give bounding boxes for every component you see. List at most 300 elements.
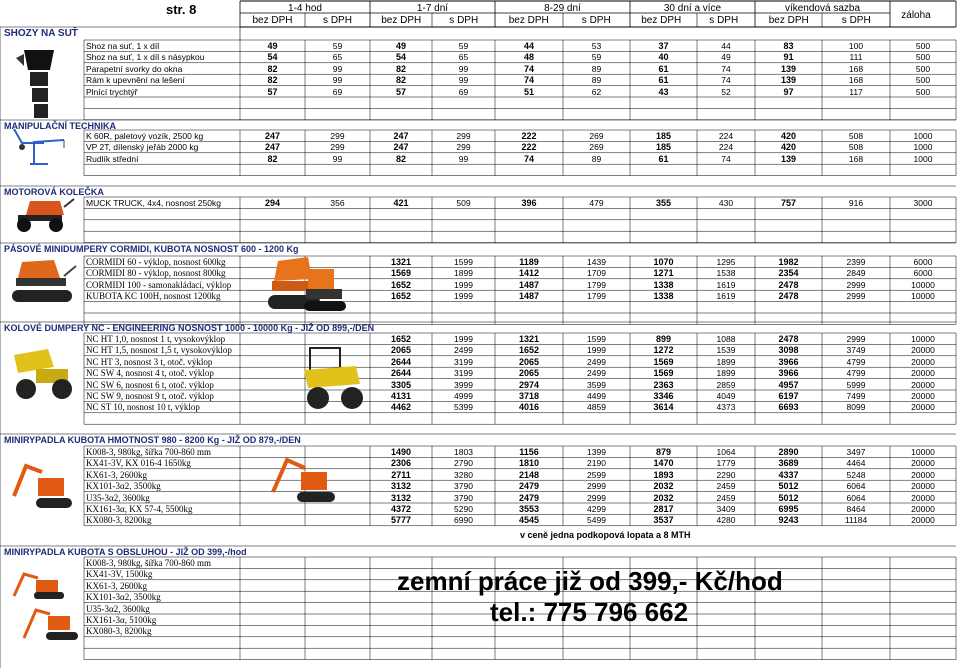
price-s-dph: 1899 [454,268,473,279]
price-s-dph: 65 [332,52,343,63]
price-bez-dph: 49 [395,41,406,51]
header-bez-dph: bez DPH [508,15,549,26]
price-bez-dph: 3346 [653,391,674,401]
price-bez-dph: 247 [264,142,281,153]
price-bez-dph: 5777 [390,515,412,526]
price-s-dph: 2859 [716,379,736,390]
section-title: MINIRYPADLA KUBOTA HMOTNOST 980 - 8200 Kg - JIŽ OD 879,-/DEN [4,435,301,445]
price-s-dph: 11184 [844,515,868,526]
row-name: Rám k upevnění na lešení [86,75,185,86]
muck-truck-photo [8,195,78,235]
price-bez-dph: 82 [267,63,278,74]
price-bez-dph: 3718 [518,391,540,401]
price-s-dph: 69 [458,86,469,97]
deposit-value: 20000 [911,481,935,492]
bucket-note: v ceně jedna podkopová lopata a 8 MTH [520,530,691,540]
price-bez-dph: 1271 [653,268,674,279]
price-bez-dph: 6693 [778,402,799,413]
row-name: CORMIDI 80 - výklop, nosnost 800kg [86,268,226,279]
price-s-dph: 1064 [716,447,736,457]
crane-photo [28,138,68,166]
price-bez-dph: 757 [780,198,797,208]
price-bez-dph: 43 [658,86,669,97]
header-bez-dph: bez DPH [252,15,293,26]
deposit-value: 20000 [911,368,935,379]
price-s-dph: 6990 [454,515,473,526]
price-bez-dph: 1338 [653,291,674,302]
price-bez-dph: 1156 [519,447,539,457]
price-s-dph: 224 [718,131,734,141]
section-title: KOLOVÉ DUMPERY NC - ENGINEERING NOSNOST 1000 - 10000 Kg - JIŽ OD 899,-/DEN [4,323,375,333]
price-bez-dph: 355 [655,198,672,208]
price-bez-dph: 185 [655,142,672,153]
price-s-dph: 65 [458,52,469,63]
row-name: CORMIDI 100 - samonakládací, výklop [86,279,232,290]
price-s-dph: 168 [848,75,864,86]
price-bez-dph: 3689 [778,458,799,469]
row-name: K 60R, paletový vozík, 2500 kg [86,131,204,141]
wheel-dumper-photo [8,345,80,407]
price-s-dph: 2499 [587,368,606,379]
wheel-dumper-photo-2 [300,340,370,412]
price-s-dph: 508 [848,142,864,153]
price-s-dph: 299 [456,142,471,153]
price-s-dph: 1295 [716,257,736,267]
price-s-dph: 99 [332,75,343,86]
price-bez-dph: 74 [523,153,534,164]
row-name: U35-3α2, 3600kg [86,603,150,614]
price-s-dph: 430 [718,198,734,208]
price-s-dph: 74 [721,153,731,164]
price-bez-dph: 48 [523,52,534,63]
price-s-dph: 111 [849,52,863,63]
price-bez-dph: 4957 [778,379,799,390]
price-s-dph: 2999 [846,334,866,344]
price-bez-dph: 2065 [518,368,540,379]
tracked-dumper-photo-3 [300,265,350,313]
price-s-dph: 1599 [454,257,473,267]
deposit-value: 10000 [911,291,935,302]
price-bez-dph: 2644 [390,356,412,367]
deposit-value: 1000 [913,142,933,153]
price-s-dph: 1538 [716,268,736,279]
row-name: NC HT 1,0, nosnost 1 t, vysokovýklop [86,334,226,344]
price-bez-dph: 83 [783,41,794,51]
excavator-photo-3 [8,568,80,602]
price-bez-dph: 2148 [518,469,540,480]
price-bez-dph: 247 [393,142,409,153]
price-s-dph: 1619 [716,279,736,290]
row-name: KX61-3, 2600kg [86,580,147,591]
deposit-value: 1000 [913,153,933,164]
price-bez-dph: 421 [393,198,409,208]
price-bez-dph: 3305 [390,379,412,390]
price-s-dph: 299 [330,142,345,153]
row-name: Rudlík střední [86,153,139,164]
price-bez-dph: 1470 [653,458,674,469]
price-bez-dph: 2644 [390,368,412,379]
header-period: 1-7 dní [416,3,449,14]
price-s-dph: 509 [456,198,471,208]
price-s-dph: 4280 [716,515,736,526]
price-s-dph: 2459 [716,481,736,492]
price-bez-dph: 5012 [778,481,799,492]
price-s-dph: 7499 [846,391,866,401]
deposit-value: 10000 [911,447,935,457]
price-bez-dph: 1321 [518,334,540,344]
promo-line-2: tel.: 775 796 662 [490,597,689,627]
deposit-value: 20000 [911,379,935,390]
price-bez-dph: 2974 [518,379,540,390]
price-s-dph: 2849 [846,268,866,279]
price-s-dph: 916 [848,198,864,208]
price-s-dph: 3749 [846,345,866,356]
price-bez-dph: 222 [521,131,537,141]
price-bez-dph: 247 [393,131,409,141]
price-s-dph: 4049 [716,391,736,401]
price-bez-dph: 3132 [390,481,412,492]
price-bez-dph: 2817 [653,504,674,514]
price-bez-dph: 2478 [778,334,799,344]
price-bez-dph: 2479 [518,492,540,503]
price-s-dph: 2459 [716,492,736,503]
price-s-dph: 59 [458,41,469,51]
deposit-value: 6000 [913,268,933,279]
section-title: MANIPULAČNÍ TECHNIKA [4,121,116,131]
price-bez-dph: 91 [783,52,794,63]
price-s-dph: 2290 [716,469,736,480]
deposit-value: 500 [915,86,931,97]
price-bez-dph: 2478 [778,279,799,290]
deposit-value: 20000 [911,458,935,469]
price-bez-dph: 3966 [778,368,799,379]
header-bez-dph: bez DPH [768,15,809,26]
price-bez-dph: 40 [658,52,669,63]
price-bez-dph: 1893 [653,469,674,480]
section-title: MINIRYPADLA KUBOTA S OBSLUHOU - JIŽ OD 399,-/hod [4,547,247,557]
price-s-dph: 2790 [454,458,473,469]
price-bez-dph: 61 [658,63,669,74]
price-s-dph: 2190 [587,458,606,469]
header-bez-dph: bez DPH [381,15,422,26]
row-name: NC ST 10, nosnost 10 t, výklop [86,402,200,413]
price-bez-dph: 899 [655,334,672,344]
price-s-dph: 3199 [454,356,473,367]
price-bez-dph: 2032 [653,492,674,503]
price-bez-dph: 1412 [518,268,540,279]
price-bez-dph: 2354 [778,268,799,279]
price-bez-dph: 1810 [518,458,540,469]
price-bez-dph: 6197 [778,391,799,401]
price-bez-dph: 396 [521,198,537,208]
price-bez-dph: 82 [267,75,278,86]
deposit-value: 500 [915,52,931,63]
price-s-dph: 4999 [454,391,473,401]
price-s-dph: 8464 [846,504,866,514]
price-bez-dph: 3098 [778,345,799,356]
price-s-dph: 1999 [454,334,473,344]
price-bez-dph: 4016 [518,402,540,413]
price-s-dph: 1899 [716,356,736,367]
price-s-dph: 1539 [716,345,736,356]
price-bez-dph: 1321 [390,257,412,267]
price-s-dph: 1799 [587,291,606,302]
price-s-dph: 99 [332,153,343,164]
price-bez-dph: 9243 [778,515,799,526]
row-name: Plnící trychtýř [86,86,138,97]
header-period: 30 dní a více [663,3,722,14]
price-bez-dph: 4337 [778,469,799,480]
row-name: VP 2T, dílenský jeřáb 2000 kg [86,142,199,153]
row-name: KUBOTA KC 100H, nosnost 1200kg [86,291,221,302]
price-s-dph: 1999 [454,291,473,302]
price-s-dph: 8099 [846,402,866,413]
price-s-dph: 89 [591,63,602,74]
deposit-value: 20000 [911,469,935,480]
price-s-dph: 1799 [587,279,606,290]
price-s-dph: 4373 [716,402,736,413]
price-bez-dph: 61 [658,153,669,164]
row-name: U35-3α2, 3600kg [86,492,150,503]
price-s-dph: 299 [330,131,345,141]
header-period: 1-4 hod [288,3,322,14]
price-bez-dph: 1982 [778,257,799,267]
price-bez-dph: 1189 [519,257,539,267]
price-bez-dph: 2032 [653,481,674,492]
excavator-photo-4 [20,600,86,646]
price-bez-dph: 82 [395,153,406,164]
deposit-value: 3000 [913,198,933,208]
price-s-dph: 4799 [846,356,866,367]
price-s-dph: 59 [591,52,602,63]
deposit-value: 20000 [911,356,935,367]
row-name: KX080-3, 8200kg [86,626,152,637]
price-s-dph: 62 [591,86,602,97]
deposit-value: 10000 [911,279,935,290]
price-s-dph: 3999 [454,379,473,390]
price-bez-dph: 54 [267,52,278,63]
price-s-dph: 4464 [846,458,866,469]
price-bez-dph: 3614 [653,402,674,413]
price-s-dph: 1709 [587,268,606,279]
row-name: KX41-3V, KX 016-4 1650kg [86,458,191,469]
price-bez-dph: 74 [523,75,534,86]
price-s-dph: 2399 [846,257,866,267]
price-s-dph: 4299 [587,504,606,514]
row-name: K008-3, 980kg, šířka 700-860 mm [86,558,211,568]
row-name: Shoz na suť, 1 x díl [86,41,160,51]
header-s-dph: s DPH [709,15,739,26]
price-s-dph: 269 [589,142,604,153]
price-bez-dph: 1487 [518,291,540,302]
price-s-dph: 2999 [587,481,606,492]
price-bez-dph: 420 [780,131,797,141]
price-bez-dph: 1652 [390,291,412,302]
price-s-dph: 1999 [587,345,606,356]
price-s-dph: 1803 [454,447,473,457]
price-s-dph: 6064 [846,492,866,503]
price-bez-dph: 2065 [518,356,540,367]
price-bez-dph: 247 [264,131,281,141]
price-bez-dph: 294 [264,198,281,208]
price-s-dph: 5499 [587,515,606,526]
price-s-dph: 52 [721,86,731,97]
price-bez-dph: 2478 [778,291,799,302]
price-bez-dph: 82 [395,63,406,74]
row-name: NC HT 1,5, nosnost 1,5 t, vysokovýklop [86,345,232,356]
header-s-dph: s DPH [581,15,611,26]
price-bez-dph: 1569 [653,368,674,379]
row-name: Parapetní svorky do okna [86,63,183,74]
price-s-dph: 2999 [846,291,866,302]
price-bez-dph: 139 [780,153,797,164]
price-s-dph: 1088 [716,334,736,344]
price-bez-dph: 82 [267,153,278,164]
price-s-dph: 3790 [454,481,473,492]
price-bez-dph: 37 [658,41,669,51]
price-s-dph: 3790 [454,492,473,503]
row-name: K008-3, 980kg, šířka 700-860 mm [86,447,211,457]
price-s-dph: 99 [458,75,469,86]
price-s-dph: 5399 [454,402,473,413]
section-title: MOTOROVÁ KOLEČKA [4,187,104,197]
deposit-value: 500 [915,41,931,51]
header-s-dph: s DPH [449,15,479,26]
price-s-dph: 224 [718,142,734,153]
price-bez-dph: 5012 [778,492,799,503]
price-s-dph: 1399 [587,447,606,457]
price-bez-dph: 4545 [518,515,540,526]
price-s-dph: 74 [721,63,731,74]
price-bez-dph: 1652 [518,345,540,356]
price-s-dph: 99 [458,63,469,74]
price-bez-dph: 6995 [778,504,799,514]
row-name: KX101-3α2, 3500kg [86,481,161,492]
row-name: KX61-3, 2600kg [86,469,147,480]
price-s-dph: 1899 [716,368,736,379]
price-s-dph: 2999 [587,492,606,503]
header-s-dph: s DPH [841,15,871,26]
deposit-value: 1000 [913,131,933,141]
row-name: KX080-3, 8200kg [86,515,152,526]
price-bez-dph: 185 [655,131,672,141]
row-name: KX41-3V, 1500kg [86,569,153,580]
price-bez-dph: 420 [780,142,797,153]
deposit-value: 20000 [911,492,935,503]
deposit-value: 500 [915,63,931,74]
section-title: SHOZY NA SUŤ [4,28,78,39]
price-bez-dph: 2479 [518,481,540,492]
row-name: NC SW 4, nosnost 4 t, otoč. výklop [86,368,214,379]
deposit-value: 20000 [911,515,935,526]
price-bez-dph: 1487 [518,279,540,290]
price-s-dph: 69 [332,86,343,97]
price-bez-dph: 1338 [653,279,674,290]
price-bez-dph: 2711 [391,469,411,480]
price-bez-dph: 2306 [390,458,412,469]
price-bez-dph: 222 [521,142,537,153]
price-bez-dph: 1070 [653,257,674,267]
price-bez-dph: 139 [780,63,797,74]
price-s-dph: 100 [848,41,864,51]
deposit-value: 500 [915,75,931,86]
price-s-dph: 269 [589,131,604,141]
deposit-value: 10000 [911,334,935,344]
price-bez-dph: 1490 [390,447,412,457]
price-bez-dph: 51 [523,86,534,97]
price-bez-dph: 4131 [390,391,412,401]
price-s-dph: 4799 [846,368,866,379]
row-name: KX101-3α2, 3500kg [86,592,161,603]
price-bez-dph: 54 [395,52,406,63]
chute-photo [8,40,68,122]
price-bez-dph: 97 [783,86,794,97]
price-bez-dph: 82 [395,75,406,86]
row-name: KX161-3α, 5100kg [86,615,157,625]
price-s-dph: 356 [330,198,345,208]
price-s-dph: 2499 [587,356,606,367]
price-bez-dph: 879 [655,447,672,457]
price-bez-dph: 139 [780,75,797,86]
price-bez-dph: 2065 [390,345,412,356]
excavator-photo [8,456,80,516]
price-s-dph: 479 [589,198,604,208]
header-s-dph: s DPH [323,15,352,26]
price-s-dph: 59 [332,41,343,51]
price-s-dph: 4499 [587,391,606,401]
promo-line-1: zemní práce již od 399,- Kč/hod [397,566,783,596]
price-bez-dph: 4462 [390,402,412,413]
price-s-dph: 1779 [716,458,736,469]
deposit-value: 20000 [911,391,935,401]
row-name: NC HT 3, nosnost 3 t, otoč. výklop [86,356,213,367]
price-s-dph: 99 [332,63,343,74]
price-bez-dph: 74 [523,63,534,74]
price-bez-dph: 1652 [390,279,412,290]
price-bez-dph: 2363 [653,379,674,390]
price-s-dph: 3497 [846,447,866,457]
header-deposit: záloha [901,10,931,21]
price-s-dph: 89 [591,153,602,164]
price-s-dph: 4859 [587,402,606,413]
row-name: NC SW 6, nosnost 6 t, otoč. výklop [86,379,214,390]
header-bez-dph: bez DPH [641,15,682,26]
price-s-dph: 5999 [846,379,866,390]
price-s-dph: 2499 [454,345,473,356]
row-name: MUCK TRUCK, 4x4, nosnost 250kg [86,198,221,208]
deposit-value: 6000 [913,257,933,267]
header-period: 8-29 dní [544,3,581,14]
price-s-dph: 1599 [587,334,606,344]
deposit-value: 20000 [911,345,935,356]
price-bez-dph: 61 [658,75,669,86]
price-bez-dph: 3132 [390,492,412,503]
price-s-dph: 89 [591,75,602,86]
page-number: str. 8 [166,2,197,17]
price-s-dph: 508 [848,131,864,141]
price-bez-dph: 1652 [390,334,412,344]
price-s-dph: 74 [721,75,731,86]
deposit-value: 20000 [911,402,935,413]
price-s-dph: 3409 [716,504,736,514]
section-title: PÁSOVÉ MINIDUMPERY CORMIDI, KUBOTA NOSNOST 600 - 1200 Kg [4,244,299,254]
price-s-dph: 1619 [716,291,736,302]
deposit-value: 20000 [911,504,935,514]
excavator-photo-2 [265,450,341,512]
price-s-dph: 6064 [846,481,866,492]
price-s-dph: 99 [458,153,469,164]
price-s-dph: 2999 [846,279,866,290]
